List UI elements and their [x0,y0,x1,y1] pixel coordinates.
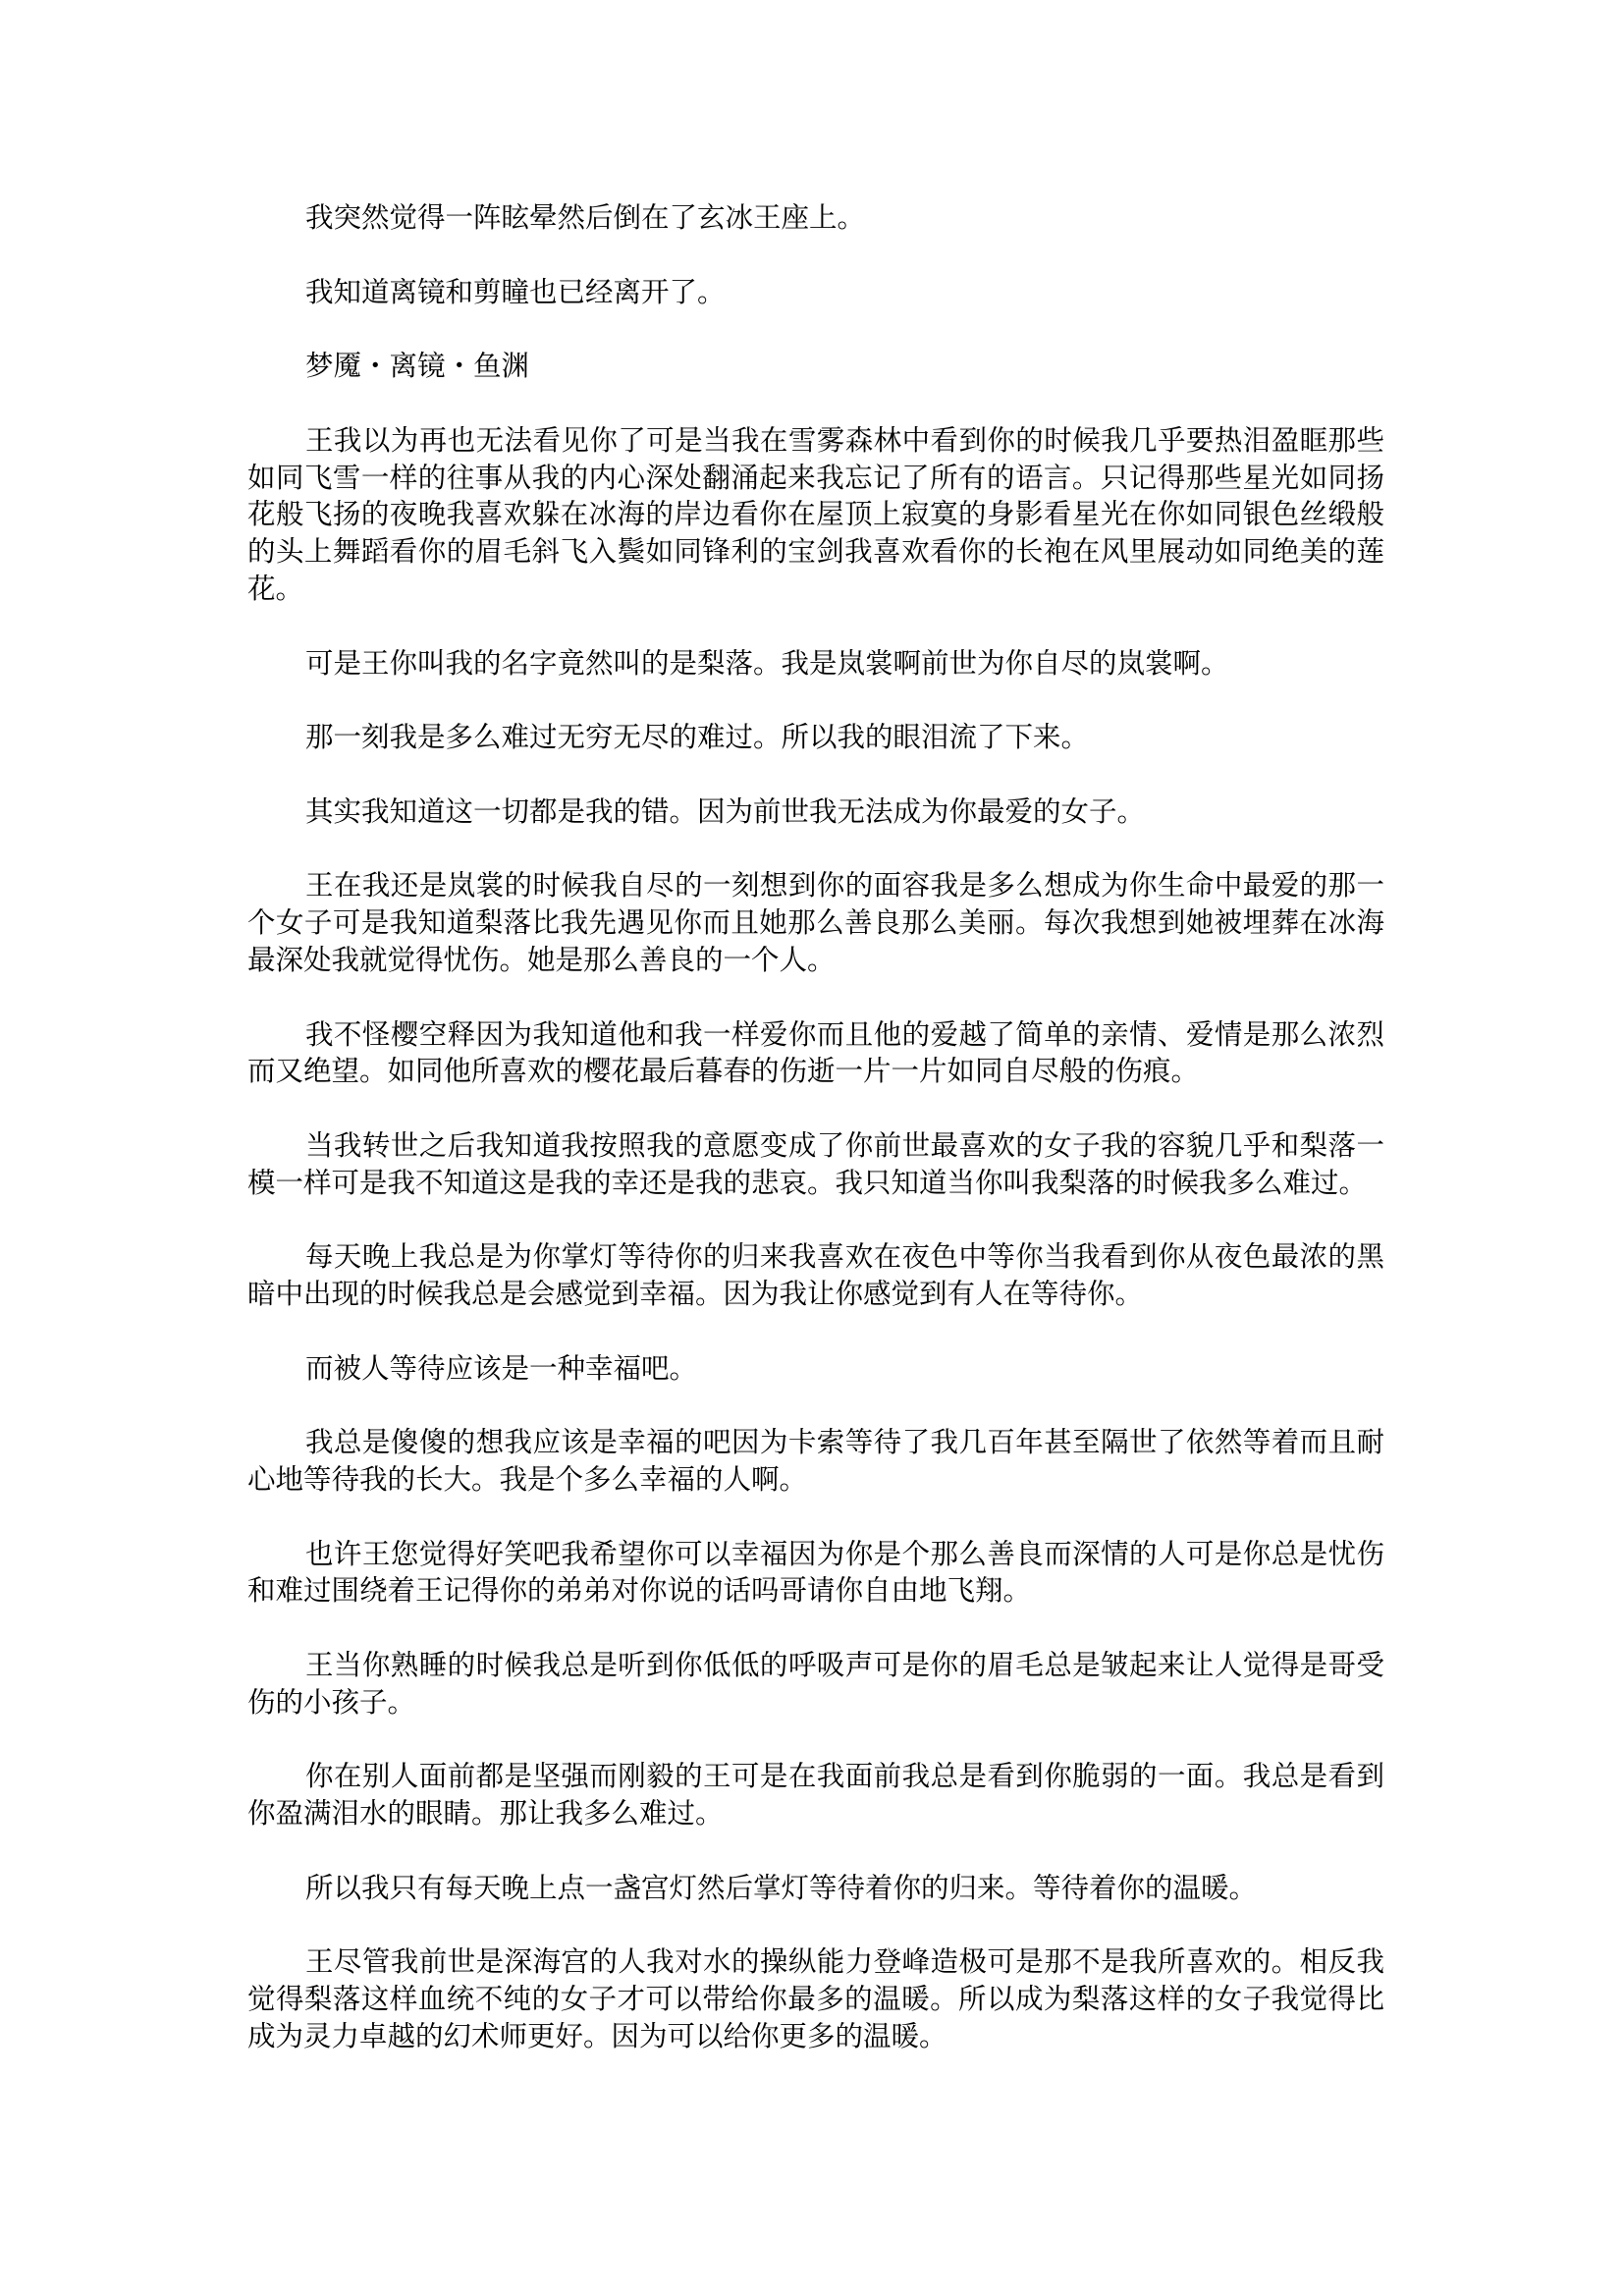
paragraph: 每天晚上我总是为你掌灯等待你的归来我喜欢在夜色中等你当我看到你从夜色最浓的黑暗中出现的时候我总是会感觉到幸福。因为我让你感觉到有人在等待你。 [247,1240,1384,1311]
paragraph: 其实我知道这一切都是我的错。因为前世我无法成为你最爱的女子。 [305,794,1146,828]
paragraph: 所以我只有每天晚上点一盏宫灯然后掌灯等待着你的归来。等待着你的温暖。 [305,1871,1258,1904]
paragraph: 可是王你叫我的名字竟然叫的是梨落。我是岚裳啊前世为你自尽的岚裳啊。 [305,646,1229,680]
paragraph: 而被人等待应该是一种幸福吧。 [305,1351,698,1385]
paragraph: 我不怪樱空释因为我知道他和我一样爱你而且他的爱越了简单的亲情、爱情是那么浓烈而又绝望。如同他所喜欢的樱花最后暮春的伤逝一片一片如同自尽般的伤痕。 [247,1017,1384,1088]
section-heading: 梦魇・离镜・鱼渊 [305,350,530,383]
paragraph: 我知道离镜和剪瞳也已经离开了。 [305,275,726,308]
paragraph: 王尽管我前世是深海宫的人我对水的操纵能力登峰造极可是那不是我所喜欢的。相反我觉得梨落这样血统不纯的女子才可以带给你最多的温暖。所以成为梨落这样的女子我觉得比成为灵力卓越的幻术师更好。因为可以给你更多的温暖。 [247,1945,1384,2053]
paragraph: 你在别人面前都是坚强而刚毅的王可是在我面前我总是看到你脆弱的一面。我总是看到你盈满泪水的眼睛。那让我多么难过。 [247,1760,1384,1831]
paragraph: 我突然觉得一阵眩晕然后倒在了玄冰王座上。 [305,201,866,234]
paragraph: 那一刻我是多么难过无穷无尽的难过。所以我的眼泪流了下来。 [305,721,1090,754]
paragraph: 王当你熟睡的时候我总是听到你低低的呼吸声可是你的眉毛总是皱起来让人觉得是哥受伤的小孩子。 [247,1649,1384,1719]
paragraph: 王在我还是岚裳的时候我自尽的一刻想到你的面容我是多么想成为你生命中最爱的那一个女子可是我知道梨落比我先遇见你而且她那么善良那么美丽。每次我想到她被埋葬在冰海最深处我就觉得忧伤。她是那么善良的一个人。 [247,869,1384,976]
paragraph: 我总是傻傻的想我应该是幸福的吧因为卡索等待了我几百年甚至隔世了依然等着而且耐心地等待我的长大。我是个多么幸福的人啊。 [247,1426,1384,1497]
paragraph: 也许王您觉得好笑吧我希望你可以幸福因为你是个那么善良而深情的人可是你总是忧伤和难过围绕着王记得你的弟弟对你说的话吗哥请你自由地飞翔。 [247,1537,1384,1608]
document-page [247,199,1384,2093]
paragraph: 王我以为再也无法看见你了可是当我在雪雾森林中看到你的时候我几乎要热泪盈眶那些如同飞雪一样的往事从我的内心深处翻涌起来我忘记了所有的语言。只记得那些星光如同扬花般飞扬的夜晚我喜欢躲在冰海的岸边看你在屋顶上寂寞的身影看星光在你如同银色丝缎般的头上舞蹈看你的眉毛斜飞入鬓如同锋利的宝剑我喜欢看你的长袍在风里展动如同绝美的莲花。 [247,423,1384,605]
paragraph: 当我转世之后我知道我按照我的意愿变成了你前世最喜欢的女子我的容貌几乎和梨落一模一样可是我不知道这是我的幸还是我的悲哀。我只知道当你叫我梨落的时候我多么难过。 [247,1128,1384,1199]
